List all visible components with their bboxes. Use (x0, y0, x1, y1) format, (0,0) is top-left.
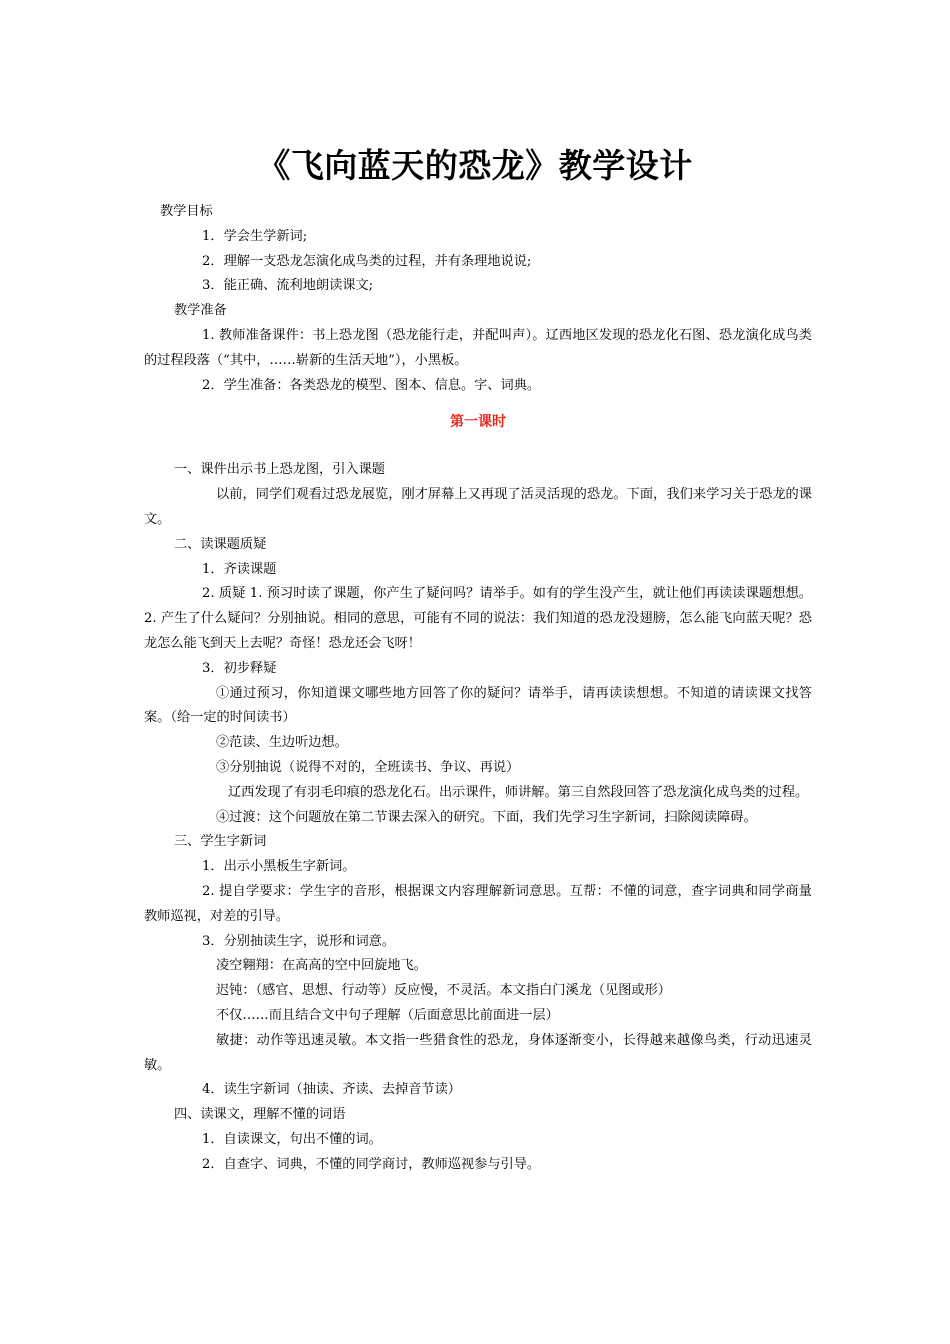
objective-item: 2．理解一支恐龙怎演化成鸟类的过程，并有条理地说说; (202, 253, 532, 269)
list-item: 2．自查字、词典，不懂的同学商讨，教师巡视参与引导。 (202, 1156, 541, 1172)
document-body (144, 200, 812, 1177)
section-heading: 三、学生字新词 (174, 834, 267, 850)
list-item: 4．读生字新词（抽读、齐读、去掉音节读） (202, 1082, 461, 1098)
sub-item: ③分别抽说（说得不对的，全班读书、争议、再说） (216, 759, 520, 775)
list-item: 3．分别抽读生字，说形和词意。 (202, 933, 396, 949)
list-item: 3．初步释疑 (202, 660, 277, 676)
paragraph: 辽西发现了有羽毛印痕的恐龙化石。出示课件，师讲解。第三自然段回答了恐龙演化成鸟类的过程。 (228, 784, 809, 800)
word-definition: 敏捷：动作等迅速灵敏。本文指一些猎食性的恐龙，身体逐渐变小，长得越来越像鸟类，行动迅速灵敏。 (144, 1032, 812, 1073)
list-item: 1．出示小黑板生字新词。 (202, 859, 356, 875)
sub-item: ④过渡：这个问题放在第二节课去深入的研究。下面，我们先学习生字新词，扫除阅读障碍。 (216, 809, 757, 825)
objective-item: 3．能正确、流利地朗读课文; (202, 278, 374, 294)
list-item: 1．自读课文，句出不懂的词。 (202, 1131, 382, 1147)
section-heading: 二、读课题质疑 (174, 536, 267, 552)
lesson-heading: 第一课时 (450, 414, 506, 431)
preparation-item-teacher: 1. 教师准备课件：书上恐龙图（恐龙能行走，并配叫声）。辽西地区发现的恐龙化石图、恐龙演化成鸟类的过程段落（“其中，……崭新的生活天地”），小黑板。 (144, 327, 812, 368)
list-item: 1．齐读课题 (202, 561, 277, 577)
objective-item: 1．学会生学新词; (202, 228, 308, 244)
sub-item: ①通过预习，你知道课文哪些地方回答了你的疑问？请举手，请再读读想想。不知道的请读课文找答案。（给一定的时间读书） (144, 685, 812, 726)
word-definition: 迟钝：（感官、思想、行动等）反应慢，不灵活。本文指白门溪龙（见图或形） (216, 983, 671, 999)
sub-item: ②范读、生边听边想。 (216, 735, 348, 751)
paragraph: 以前，同学们观看过恐龙展览，刚才屏幕上又再现了活灵活现的恐龙。下面，我们来学习关于恐龙的课文。 (144, 487, 812, 527)
section-heading: 一、课件出示书上恐龙图，引入课题 (174, 462, 385, 478)
list-item: 2. 质疑 1. 预习时读了课题，你产生了疑问吗？请举手。如有的学生没产生，就让他们再读读课题想想。2. 产生了什么疑问？分别抽说。相同的意思，可能有不同的说法：我们知道的恐龙没翅膀，怎么能飞向蓝天呢？恐龙怎么能飞到天上去呢？奇怪！恐龙还会飞呀！ (144, 586, 812, 651)
document-title: 《飞向蓝天的恐龙》教学设计 (257, 146, 693, 185)
word-definition: 凌空翱翔：在高高的空中回旋地飞。 (216, 958, 427, 974)
objectives-heading: 教学目标 (160, 204, 213, 219)
word-definition: 不仅……而且结合文中句子理解（后面意思比前面进一层） (216, 1007, 559, 1023)
preparation-heading: 教学准备 (174, 303, 227, 319)
section-heading: 四、读课文，理解不懂的词语 (174, 1107, 346, 1123)
list-item: 2. 提自学要求：学生字的音形，根据课文内容理解新词意思。互帮：不懂的词意，查字词典和同学商量教师巡视，对差的引导。 (144, 883, 812, 924)
preparation-item-student: 2．学生准备：各类恐龙的模型、图本、信息。字、词典。 (202, 377, 541, 393)
